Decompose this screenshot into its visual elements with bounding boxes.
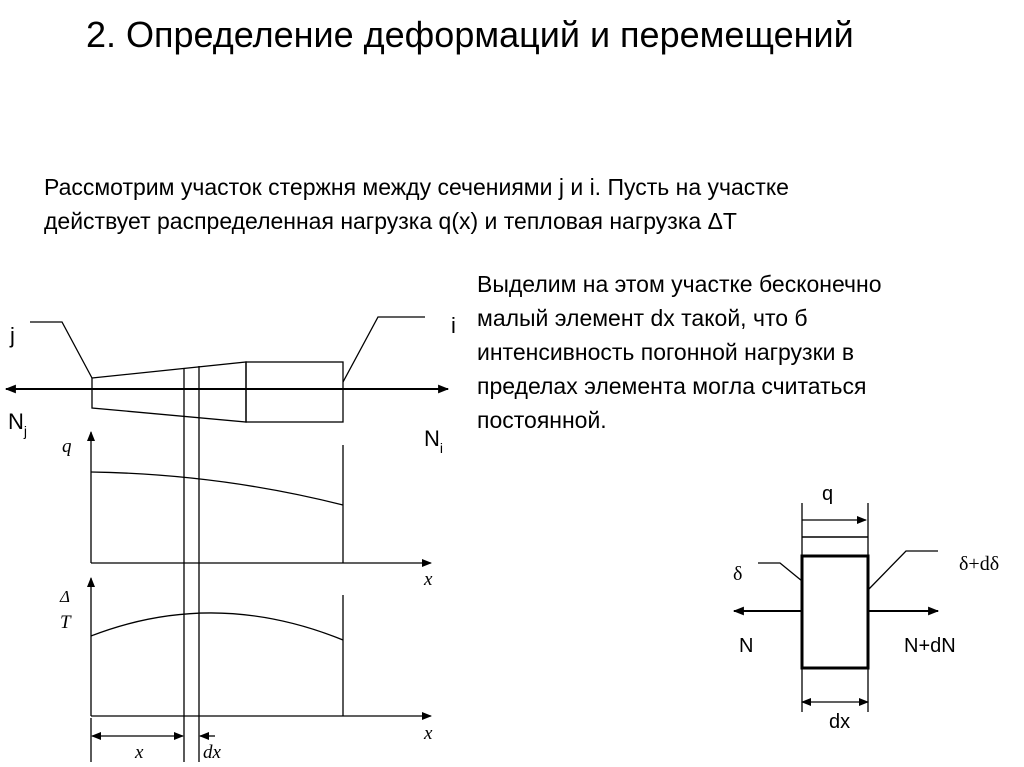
q-distribution-plot [91,432,431,563]
temperature-plot [91,578,431,716]
leader-delta-plus [868,551,938,590]
dim-x-label: x [135,742,144,763]
tapered-bar-outline [92,362,246,422]
delta-plus-label: δ+dδ [959,553,1000,575]
dt-axis-label-delta: Δ [60,587,70,606]
element-force-ndn-label: N+dN [904,635,956,657]
element-dx-label: dx [829,711,851,733]
dim-dx-label: dx [203,742,221,763]
bar-segment-figure [6,317,448,422]
dimension-lines [91,718,215,762]
leader-i [343,317,425,382]
explain-line-1: Выделим на этом участке бесконечно [477,271,882,297]
element-force-n-label: N [739,635,754,657]
q-axis-label: q [62,436,72,457]
leader-delta [758,563,802,581]
label-i: i [451,313,456,338]
prismatic-bar-outline [246,362,343,422]
x-axis-label-2: x [424,723,433,744]
q-curve [91,472,343,505]
slide-title: 2. Определение деформаций и перемещений [86,14,854,55]
element-section-lines [184,366,199,762]
explain-line-5: постоянной. [477,407,607,433]
x-axis-label-1: x [424,569,433,590]
element-rect [802,556,868,668]
force-nj-label: $N_j$ [8,409,28,439]
explain-line-3: интенсивность погонной нагрузки в [477,339,855,365]
intro-line-1: Рассмотрим участок стержня между сечениями j и i. Пусть на участке [44,174,789,200]
force-ni-label: $N_i$ [424,426,444,456]
intro-line-2: действует распределенная нагрузка q(x) и тепловая нагрузка ΔT [44,208,737,234]
element-dx-figure [734,503,938,712]
dt-curve [91,613,343,640]
dt-axis-label-t: T [60,612,71,633]
delta-label: δ [733,563,743,585]
explain-line-4: пределах элемента могла считаться [477,373,867,399]
element-q-label: q [822,483,834,505]
label-j: j [10,323,15,348]
leader-j [30,322,92,378]
explain-line-2: малый элемент dx такой, что б [477,305,808,331]
